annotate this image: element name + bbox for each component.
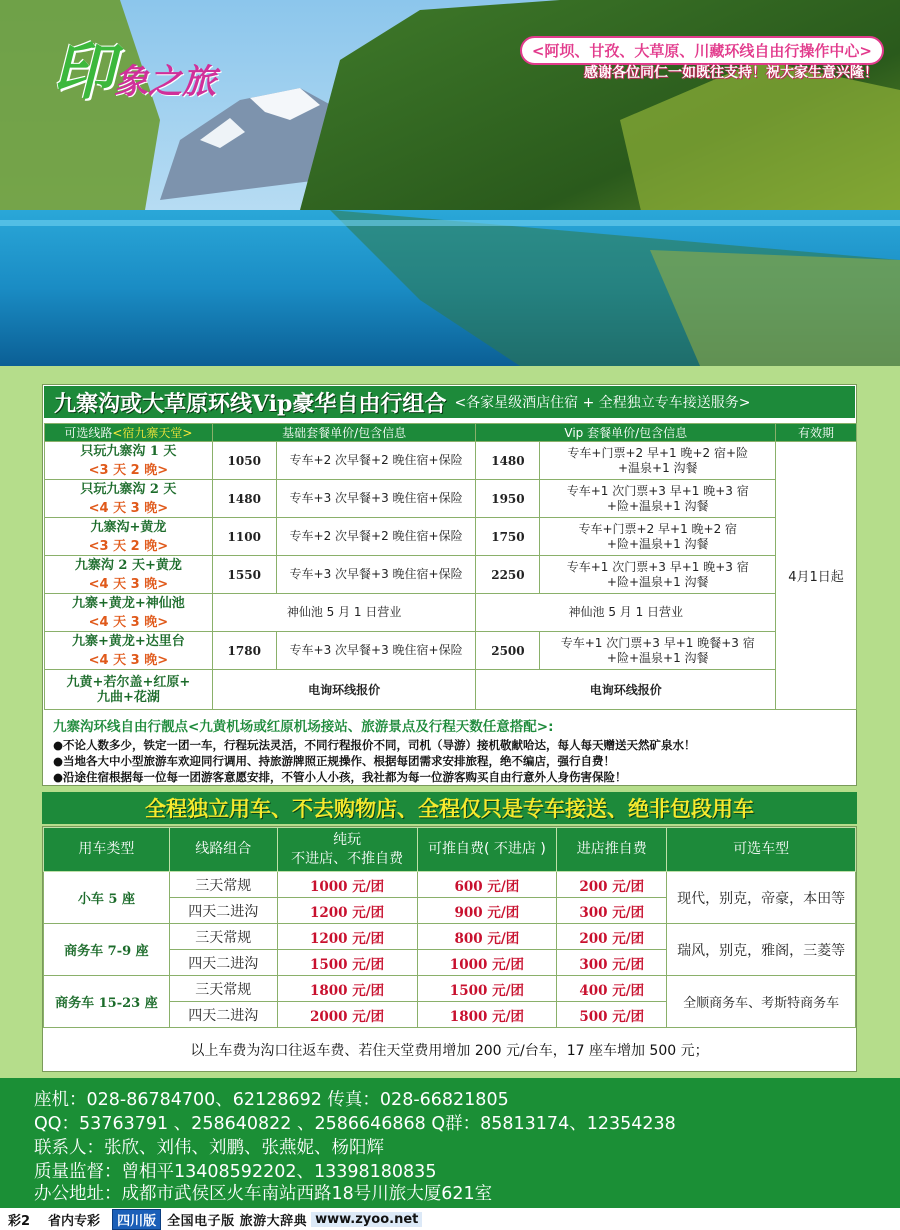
table-row: 九寨+黄龙+达里台 <4 天 3 晚> 1780 专车+3 次早餐+3 晚住宿+保险 2500 专车+1 次门票+3 早+1 晚餐+3 宿 +险+温泉+1 沟餐 — [45, 632, 857, 670]
table-row: 九寨沟+黄龙 <3 天 2 晚> 1100 专车+2 次早餐+2 晚住宿+保险 1750 专车+门票+2 早+1 晚+2 宿 +险+温泉+1 沟餐 — [45, 518, 857, 556]
table-row: 小车 5 座 三天常规 1000 元/团 600 元/团 200 元/团 现代，别克，帝豪，本田等 — [44, 872, 856, 898]
vehicle-banner: 全程独立用车、不去购物店、全程仅只是专车接送、绝非包段用车 — [42, 792, 857, 824]
page-number: 彩2 — [8, 1213, 31, 1229]
contact-panel — [0, 1078, 900, 1208]
qq-line: QQ：53763791 、258640822 、2586646868 Q群：85813174、12354238 — [34, 1114, 676, 1134]
table-row: 四天二进沟 1200 元/团 900 元/团 300 元/团 — [44, 898, 856, 924]
vehicle-panel — [42, 826, 857, 1072]
package-subtitle: <各家星级酒店住宿 + 全程独立专车接送服务> — [454, 395, 751, 411]
table-row: 四天二进沟 1500 元/团 1000 元/团 300 元/团 — [44, 950, 856, 976]
quality-line: 质量监督：曾相平13408592202、13398180835 — [34, 1162, 437, 1182]
route-header: 可选线路<宿九寨天堂> — [45, 424, 213, 442]
table-row: 商务车 7-9 座 三天常规 1200 元/团 800 元/团 200 元/团 瑞风，别克，雅阁，三菱等 — [44, 924, 856, 950]
contacts-line: 联系人：张欣、刘伟、刘鹏、张燕妮、杨阳辉 — [34, 1138, 384, 1158]
table-row: 商务车 15-23 座 三天常规 1800 元/团 1500 元/团 400 元/团 全顺商务车、考斯特商务车 — [44, 976, 856, 1002]
package-panel — [42, 384, 857, 786]
version-badge: 四川版 — [112, 1209, 161, 1230]
vehicle-footnote: 以上车费为沟口往返车费、若住天堂费用增加 200 元/台车，17 座车增加 500 元； — [190, 1043, 709, 1059]
table-row: 九寨沟 2 天+黄龙 <4 天 3 晚> 1550 专车+3 次早餐+3 晚住宿+保险 2250 专车+1 次门票+3 早+1 晚+3 宿 +险+温泉+1 沟餐 — [45, 556, 857, 594]
hero-banner — [0, 0, 900, 366]
address-line: 办公地址：成都市武侯区火车南站西路18号川旅大厦621室 — [34, 1184, 493, 1204]
section-label: 省内专彩 — [48, 1213, 101, 1229]
page-footer — [0, 1208, 900, 1230]
validity-value: 4月1日起 — [776, 442, 857, 710]
vehicle-table — [43, 827, 856, 1028]
validity-header: 有效期 — [776, 424, 857, 442]
publication-name: 全国电子版 旅游大辞典 — [167, 1213, 308, 1229]
phone-line: 座机：028-86784700、62128692 传真：028-66821805 — [34, 1090, 509, 1110]
yinxiang-logo: 印象之旅 — [52, 35, 217, 108]
operation-center-title: <阿坝、甘孜、大草原、川藏环线自由行操作中心> — [520, 36, 884, 65]
package-title-bar — [44, 386, 855, 418]
vip-header: Vip 套餐单价/包含信息 — [476, 424, 776, 442]
package-title: 九寨沟或大草原环线Vip豪华自由行组合 — [54, 390, 447, 417]
table-row: 只玩九寨沟 2 天 <4 天 3 晚> 1480 专车+3 次早餐+3 晚住宿+保险 1950 专车+1 次门票+3 早+1 晚+3 宿 +险+温泉+1 沟餐 — [45, 480, 857, 518]
table-row: 四天二进沟 2000 元/团 1800 元/团 500 元/团 — [44, 1002, 856, 1028]
website-link[interactable]: www.zyoo.net — [311, 1212, 422, 1227]
package-header-row — [45, 424, 857, 442]
table-row: 九寨+黄龙+神仙池 <4 天 3 晚> 神仙池 5 月 1 日营业 神仙池 5 月 1 日营业 — [45, 594, 857, 632]
package-table — [44, 423, 857, 710]
route-notes: 九寨沟环线自由行靓点<九黄机场或红原机场接站、旅游景点及行程天数任意搭配>: ●不论人数多少，铁定一团一车，行程玩法灵活，不同行程报价不同，司机（导游）接机敬献哈达，每人每天赠送天然矿泉水！ ●当地各大中小型旅游车欢迎同行调用、持旅游牌照正规操作、根据每团需求安排旅程，绝不编店，强行自费！ ●沿途住宿根据每一位每一团游客意愿安排，不管小人小孩，我社都为每一位游客购买自由行意外人身伤害保险！ — [53, 719, 696, 784]
basic-header: 基础套餐单价/包含信息 — [212, 424, 476, 442]
vehicle-header-row: 用车类型 线路组合 纯玩 不进店、不推自费 可推自费( 不进店 ) 进店推自费 可选车型 — [44, 828, 856, 872]
thanks-text: 感谢各位同仁一如既往支持！祝大家生意兴隆！ — [584, 65, 878, 81]
table-row: 只玩九寨沟 1 天 <3 天 2 晚> 1050 专车+2 次早餐+2 晚住宿+保险 1480 专车+门票+2 早+1 晚+2 宿+险 +温泉+1 沟餐 4月1日起 — [45, 442, 857, 480]
table-row: 九黄+若尔盖+红原+ 九曲+花湖 电询环线报价 电询环线报价 — [45, 670, 857, 710]
